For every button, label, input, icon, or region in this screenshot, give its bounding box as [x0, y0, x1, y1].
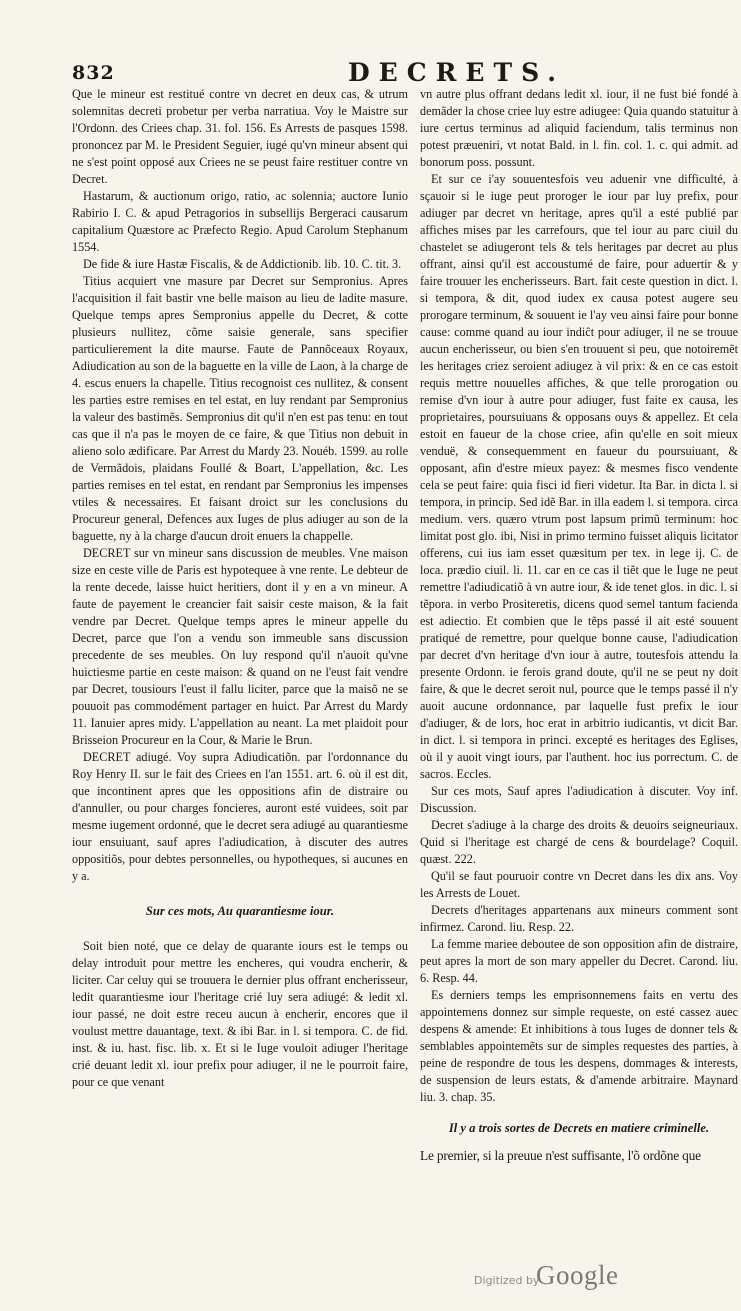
subheading-quarantiesme-iour: Sur ces mots, Au quarantiesme iour.	[145, 904, 335, 918]
paragraph-titius: Titius acquiert vne masure par Decret sur Sempronius. Apres l'acquisition il fait bastir vne belle maison au lieu de ladite masure. Quelque temps apres Sempronius appelle du Decret, & cotte plusieurs nullitez, cõme saisie generale, sans specifier particulierement la dite maurse. Faute de Pannõceaux Royaux, Adiudication au son de la baguette en la ville de Laon, à la charge de 4. escus enuers la chapelle. Titius recognoist ces nullitez, & consent les parties estre remises en tel estat, en luy rendant par Sempronius la valeur des bastimẽs. Sempronius dit qu'il n'en est pas tenu: en tout cas que il n'a pas le moyen de ce faire, & que Titius non debuit in alieno solo ædificare. Par Arrest du Mardy 23. Nouéb. 1599. au rolle de Vermãdois, plaidans Foullé & Boart, L'appellation, &c. Les parties remises en tel estat, en rendant par Sempronius les impenses vtiles & necessaires. Et faisant droict sur les conclusions du Procureur general, Defences aux Iuges de plus adiuger au son de la baguette, ny à la charge d'aucun droit enuers la chappelle.	[72, 274, 408, 543]
paragraph-de-fide: De fide & iure Hastæ Fiscalis, & de Addictionib. lib. 10. C. tit. 3.	[83, 257, 402, 271]
running-head: DECRETS.	[348, 58, 565, 87]
page-number: 832	[72, 62, 115, 84]
paragraph-continuation: vn autre plus offrant dedans ledit xl. iour, il ne fust bié fondé à demãder la chose criee luy estre adiugee: Quia quando statuitur à iure certus terminus ad aliquid faciendum, talis terminus non potest præueniri, vt notat Bald. in l. fin. col. 1. c. qui admit. ad bonorum poss. possunt.	[420, 87, 738, 169]
paragraph-mineurs: Decrets d'heritages appartenans aux mineurs comment sont infirmez. Carond. liu. Resp. 22.	[420, 903, 738, 934]
paragraph-sauf-apres: Sur ces mots, Sauf apres l'adiudication à discuter. Voy inf. Discussion.	[420, 784, 738, 815]
paragraph-droits-seigneuriaux: Decret s'adiuge à la charge des droits & deuoirs seigneuriaux. Quid si l'heritage est chargé de cens & bourdelage? Coquil. quæst. 222.	[420, 818, 738, 866]
paragraph-emprisonnemens: Es derniers temps les emprisonnemens faits en vertu des appointemens donnez sur simple requeste, on esté cassez auec despens & amende: Et inhibitions à tous Iuges de donner tels & semblables appointemẽts sur de simples requestes des parties, à peine de respondre de tous les despens, dommages & interests, de suspension de leurs estats, & d'amende arbitraire. Maynard liu. 3. chap. 35.	[420, 988, 738, 1104]
paragraph-difficulte: Et sur ce i'ay souuentesfois veu aduenir vne difficulté, à sçauoir si le iuge peut proroger le iour par luy prefix, pour adiuger par decret vn heritage, apres qu'il a esté publié par affiches mises par les carrefours, que tel iour au parc ciuil du chastelet se adiugeront tels & tels heritages par decret au plus offrant, ainsi qu'il est accoustumé de faire, pour aduertir & y faire trouuer les encherisseurs. Bart. fait ceste question in dict. l. si tempora, & dit, quod iudex ex causa potest augere seu prorogare terminum, & souuent ie l'ay veu ainsi faire pour bonne cause: comme quand au iour indiĉt pour adiuger, il ne se trouue aucun encherisseur, ou bien s'en trouuent si peu, que notoiremẽt les heritages criez seroient adiugez à vil prix: & en ce cas estoit requis mettre nouuelles affiches, & que telle prorogation ou remise d'vn iour à autre pour adiuger, fust faite ex causa, les proprietaires, poursuiuans & opposans ouys & appellez. Et cela estoit en faueur de la chose criee, afin qu'elle en soit mieux venduë, & consequemment en faueur du poursuiuant, & opposant, afin d'estre mieux payez: & mesmes fisco vendente cela se peut faire: quia fisci id fieri videtur. Ita Bar. in dicta l. si tempora, in princip. Sed idẽ Bar. in illa eadem l. si tempora. circa medium. vers. quæro vtrum post lapsum primũ terminum: hoc limitat post glo. ibi, Nisi in primo termino fuisset aliquis licitator offerens, cui ius iam esset quæsitum per tex. in lege ij. C. de loca. prædio ciuil. li. 11. car en ce cas il tiẽt que le Iuge ne peut remettre l'adiudicatiõ à vn autre iour, & ide tenet glos. in dic. l. si tẽpora. in verbo Prositeretis, dicens quod semel tantum facienda est adiectio. Et combien que le tẽps passé il ait esté souuent pratiqué de remettre, pour quelque bonne cause, l'adiudication par decret d'vn heritage d'vn iour à autre, toutesfois attendu la presente Ordonn. ie ferois grand doute, qu'il ne se peut ny doit faire, & que le decret seroit nul, pource que le temps passé il n'y auoit aucune ordonnance, par laquelle fust prefix le iour d'adiuger, & de lors, hoc erat in arbitrio iudicantis, vt dicit Bar. in dict. l. si tempora in princi. excepté es heritages des Eglises, où il y auoit vingt iours, par l'authent. hoc ius porrectum. C. de sacros. Eccles.	[420, 172, 738, 781]
paragraph-decret-mineur: DECRET sur vn mineur sans discussion de meubles. Vne maison size en ceste ville de Paris est hypotequee à vne rente. Le debteur de la rente decede, laisse huict heritiers, dont il y en a vn mineur. A faute de payement le creancier fait saisir ceste maison, & la fait vendre par Decret. Quelque temps apres le mineur appelle du Decret, parce que l'on a vendu son immeuble sans discussion precedente de ses meubles. On luy respond qu'il n'auoit qu'vne huictiesme partie en ceste maison: & quand on ne l'eust fait vendre par Decret, tousiours l'eust il fallu liciter, parce que la maisõ ne se pouuoit pas commodément partager en huict. Par Arrest du Mardy 11. Ianuier apres midy. L'appellation au neant. La met plaidoit pour Brisseion Procureur en la Cour, & Marie le Brun.	[72, 546, 408, 747]
paragraph-dix-ans: Qu'il se faut pouruoir contre vn Decret dans les dix ans. Voy les Arrests de Louet.	[420, 869, 738, 900]
paragraph-le-premier: Le premier, si la preuue n'est suffisante, l'õ ordõne que	[420, 1148, 701, 1163]
subheading-trois-sortes: Il y a trois sortes de Decrets en matiere criminelle.	[448, 1121, 710, 1135]
page-header	[0, 58, 741, 88]
paragraph-femme-mariee: La femme mariee deboutee de son opposition afin de distraire, peut apres la mort de son mary appeller du Decret. Carond. liu. 6. Resp. 44.	[420, 937, 738, 985]
digitized-watermark	[468, 1260, 708, 1300]
google-logo: Google	[536, 1260, 619, 1290]
left-column	[72, 86, 408, 1091]
paragraph-mineur-restitue: Que le mineur est restitué contre vn decret en deux cas, & utrum solemnitas decreti probetur per verba narratiua. Voy le Maistre sur l'Ordonn. des Criees chap. 31. fol. 156. Es Arrests de pasques 1598. prononcez par M. le President Seguier, iugé qu'vn mineur absent qui ne s'est point opposé aux Criees ne se peust faire restituer contre vn Decret.	[72, 87, 408, 186]
paragraph-decret-adiuge: DECRET adiugé. Voy supra Adiudicatiõn. par l'ordonnance du Roy Henry II. sur le fait des Criees en l'an 1551. art. 6. où il est dit, que incontinent apres que les oppositions afin de distraire ou d'annuller, ou pour charges foncieres, auront esté vuidees, soit par mesme iugement ordonné, que le decret sera adiugé au quarantiesme iour ensuiuant, sauf apres l'adiudication, à discuter des autres oppositiõs, pour debtes personnelles, ou hypotheques, si aucunes en y a.	[72, 750, 408, 883]
right-column	[420, 86, 738, 1164]
digitized-by-text: Digitized by	[474, 1274, 540, 1287]
paragraph-soit-bien-note: Soit bien noté, que ce delay de quarante iours est le temps ou delay introduit pour mettre les encheres, qui voudra encherir, & liciter. Car celuy qui se trouuera le dernier plus offrant encherisseur, ledit quarantiesme iour l'heritage crié luy sera adiugé: & ledit xl. iour passé, ne doit estre receu aucun à encherir, encores que il voulust mettre dauantage, text. & ibi Bar. in l. si tempora. C. de fid. inst. & iu. hast. fisc. lib. x. Et si le Iuge vouloit adiuger l'heritage crié deuant ledit xl. iour prefix pour adiuger, il ne le pourroit faire, pour ce que venant	[72, 939, 408, 1089]
paragraph-hastarum: Hastarum, & auctionum origo, ratio, ac solennia; auctore Iunio Rabirio I. C. & apud Petragorios in subsellijs Bergeraci causarum capitalium Quæstore ac Præfecto Regio. Apud Carolum Stephanum 1554.	[72, 189, 408, 254]
